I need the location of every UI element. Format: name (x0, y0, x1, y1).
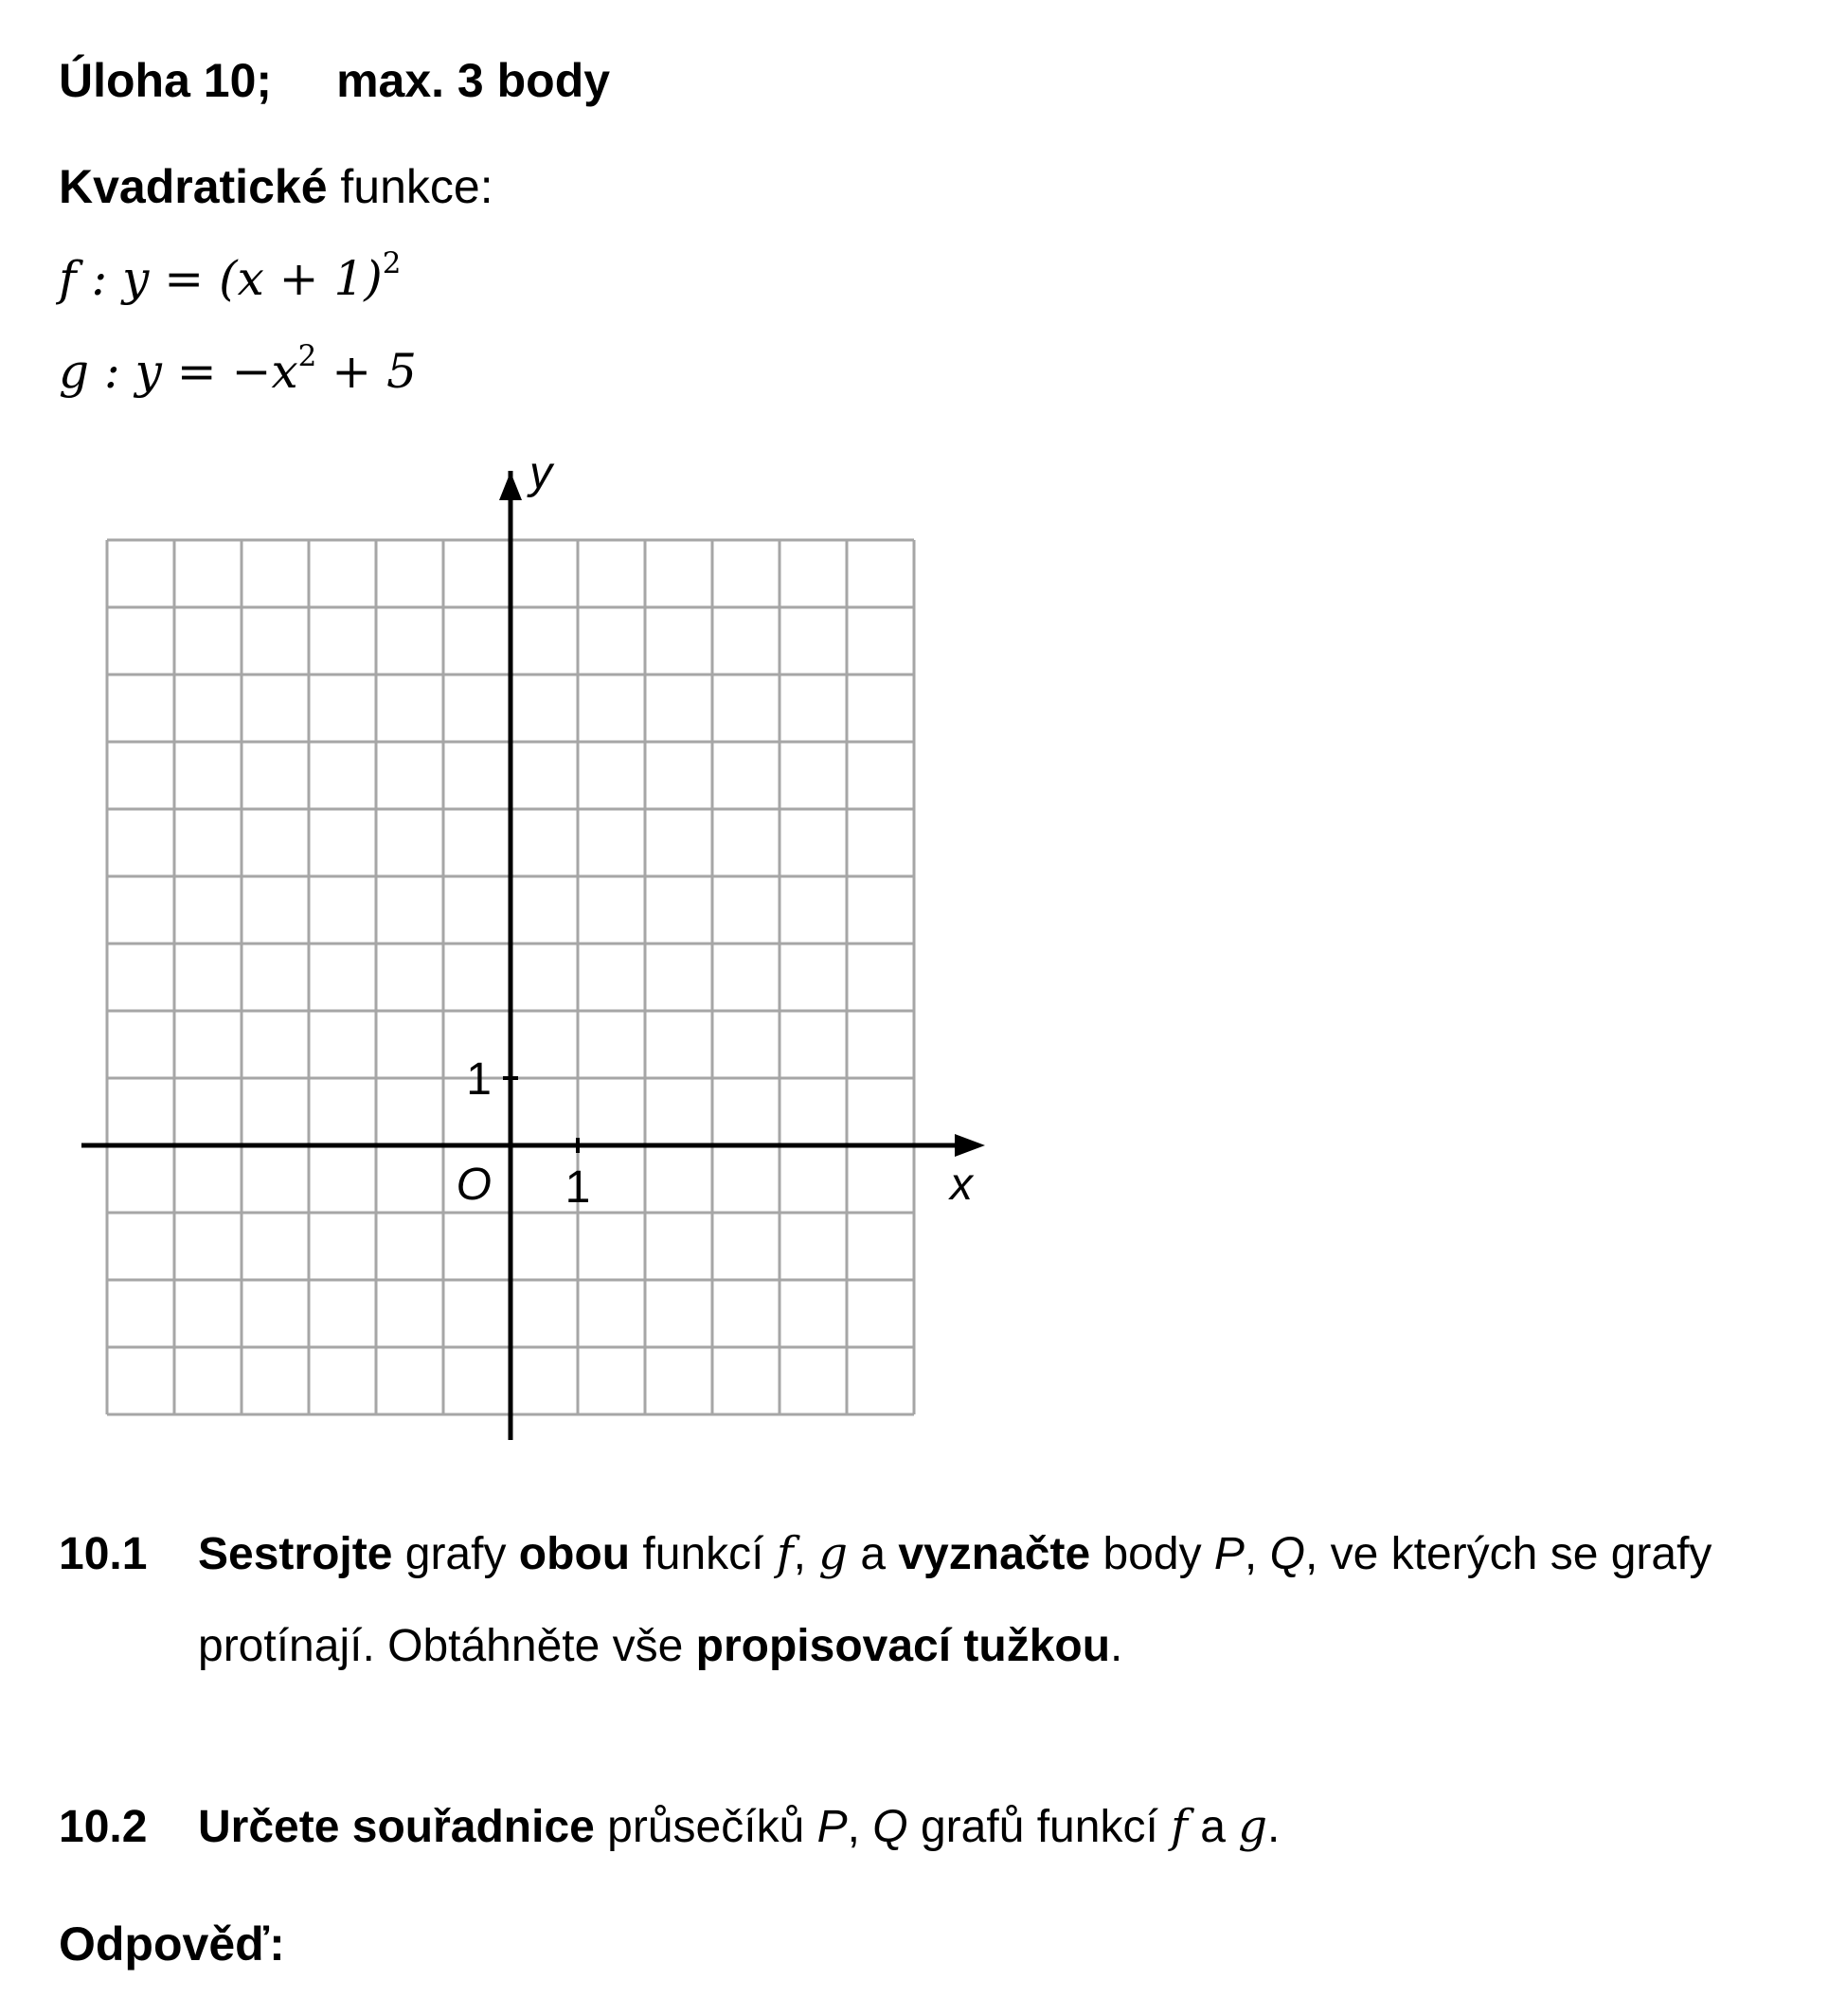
task-10-1-text: grafy (392, 1529, 519, 1579)
intro-text (59, 159, 493, 214)
task-10-1-text: , (793, 1529, 819, 1579)
task-10-1-point-p: P (1213, 1529, 1245, 1579)
task-10-2-number: 10.2 (59, 1802, 148, 1852)
task-header (59, 53, 610, 108)
formula-g-name: g (59, 344, 90, 399)
formula-f (59, 245, 402, 306)
x-axis-arrow-icon (955, 1134, 985, 1157)
task-10-1-verb: Sestrojte (198, 1529, 393, 1579)
task-10-1-line-2 (198, 1620, 1122, 1672)
task-10-2-verb: Určete souřadnice (198, 1802, 595, 1852)
task-10-1-bold-mark: vyznačte (898, 1529, 1091, 1579)
y-tick-label: 1 (466, 1054, 492, 1105)
task-10-1-f: f (776, 1527, 794, 1580)
task-10-1-text: , ve kterých se grafy (1304, 1529, 1712, 1579)
task-10-2-text: průsečíků (594, 1802, 817, 1852)
task-points: max. 3 body (336, 54, 611, 107)
coordinate-grid (0, 445, 1042, 1468)
task-10-1-bold-pen: propisovací tužkou (695, 1621, 1111, 1671)
x-axis-label: x (950, 1160, 973, 1210)
y-axis-label: y (529, 448, 552, 498)
task-10-1-number: 10.1 (59, 1529, 148, 1579)
formula-g-rhs: + 5 (316, 344, 417, 399)
task-10-2-text: , (847, 1802, 873, 1852)
task-10-2-point-p: P (816, 1802, 848, 1852)
task-10-1-text: body (1090, 1529, 1214, 1579)
answer-label: Odpověď: (59, 1917, 285, 1971)
task-10-2 (59, 1800, 1280, 1853)
task-10-2-point-q: Q (872, 1802, 908, 1852)
formula-g-lhs: : y = −x (89, 344, 298, 399)
formula-f-exponent: 2 (382, 245, 402, 280)
x-tick-label: 1 (565, 1162, 591, 1213)
intro-rest: funkce: (327, 160, 493, 213)
intro-bold: Kvadratické (59, 160, 328, 213)
task-10-2-text: grafů funkcí (907, 1802, 1172, 1852)
task-10-2-g: g (1238, 1800, 1267, 1853)
task-10-1-text: a (847, 1529, 899, 1579)
task-10-1-line-2-text: protínají. Obtáhněte vše (198, 1621, 696, 1671)
axes (81, 471, 985, 1440)
task-10-2-text: a (1187, 1802, 1239, 1852)
formula-g-exponent: 2 (297, 338, 317, 373)
formula-g (59, 338, 417, 399)
formula-f-name: f (59, 251, 77, 306)
task-number: Úloha 10; (59, 54, 273, 107)
task-10-1-text: funkcí (630, 1529, 777, 1579)
task-10-1 (59, 1527, 1712, 1580)
formula-f-lhs: : y = (x + 1) (76, 251, 383, 306)
task-10-1-bold-both: obou (518, 1529, 631, 1579)
origin-label: O (456, 1160, 492, 1210)
task-10-2-period: . (1267, 1802, 1281, 1852)
task-10-2-f: f (1171, 1800, 1188, 1853)
y-axis-arrow-icon (499, 472, 522, 500)
task-10-1-period: . (1110, 1621, 1123, 1671)
task-10-1-text: , (1244, 1529, 1270, 1579)
task-10-1-g: g (818, 1527, 848, 1580)
task-10-1-point-q: Q (1269, 1529, 1305, 1579)
